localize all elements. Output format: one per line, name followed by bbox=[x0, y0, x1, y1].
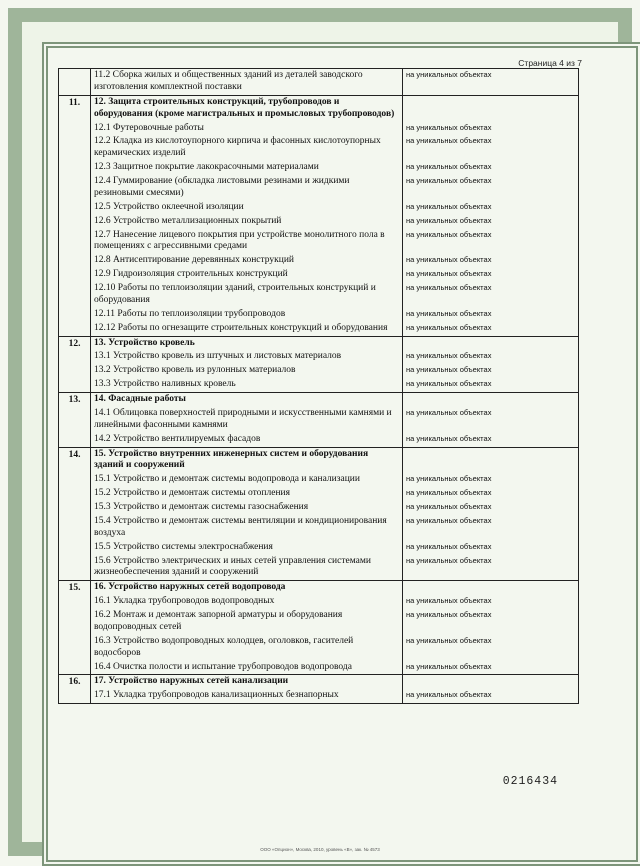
work-item: 14.1 Облицовка поверхностей природными и искусственными камнями и линейными фасонными камнями bbox=[94, 407, 392, 430]
work-item: 15.6 Устройство электрических и иных сетей управления системами жизнеобеспечения зданий и сооружений bbox=[94, 555, 371, 578]
work-item: 15.2 Устройство и демонтаж системы отопления bbox=[94, 488, 290, 499]
work-item: 11.2 Сборка жилых и общественных зданий из деталей заводского изготовления комплектной поставки bbox=[94, 70, 363, 92]
work-scope-cell bbox=[403, 675, 579, 704]
work-item: 12.1 Футеровочные работы bbox=[94, 122, 204, 133]
work-scope-cell bbox=[403, 581, 579, 675]
work-scope-cell bbox=[403, 69, 579, 96]
page-number: Страница 4 из 7 bbox=[518, 58, 582, 68]
work-item: 12.10 Работы по теплоизоляции зданий, строительных конструкций и оборудования bbox=[94, 283, 376, 305]
work-scope-value: на уникальных объектах bbox=[406, 433, 492, 443]
work-description-cell bbox=[91, 393, 403, 448]
work-item: 13.3 Устройство наливных кровель bbox=[94, 379, 236, 390]
work-scope-value: на уникальных объектах bbox=[406, 635, 492, 645]
work-item: 15.5 Устройство системы электроснабжения bbox=[94, 541, 273, 552]
work-item: 15.1 Устройство и демонтаж системы водопровода и канализации bbox=[94, 474, 360, 485]
work-scope-value bbox=[403, 675, 578, 689]
work-scope-value: на уникальных объектах bbox=[406, 176, 492, 185]
table-row bbox=[59, 95, 579, 336]
row-number: 15. bbox=[59, 581, 91, 675]
work-item: 16.3 Устройство водопроводных колодцев, оголовков, гасителей водосборов bbox=[94, 635, 354, 658]
work-scope-value: на уникальных объектах bbox=[406, 136, 492, 146]
work-scope-value: на уникальных объектах bbox=[406, 162, 492, 172]
work-scope-value: на уникальных объектах bbox=[406, 474, 492, 484]
work-scope-value: на уникальных объектах bbox=[406, 308, 492, 318]
work-description-cell bbox=[91, 675, 403, 704]
work-scope-value: на уникальных объектах bbox=[406, 610, 492, 619]
work-item: 12.8 Антисептирование деревянных конструкций bbox=[94, 255, 295, 266]
table-row bbox=[59, 675, 579, 704]
work-scope-value: на уникальных объектах bbox=[406, 283, 492, 292]
works-table-body bbox=[59, 69, 579, 704]
work-item: 15.3 Устройство и демонтаж системы газоснабжения bbox=[94, 502, 309, 512]
work-scope-cell bbox=[403, 95, 579, 336]
work-scope-cell bbox=[403, 336, 579, 393]
printer-footer: ООО «Опцион», Москва, 2010, уровень «В», зак. № 4573 bbox=[260, 847, 380, 852]
work-item: 12.2 Кладка из кислотоупорного кирпича и фасонных кислотоупорных керамических изделий bbox=[94, 136, 381, 159]
works-table-container bbox=[58, 68, 578, 704]
work-item: 12.5 Устройство оклеечной изоляции bbox=[94, 201, 244, 212]
work-scope-value bbox=[403, 581, 578, 595]
work-scope-value: на уникальных объектах bbox=[406, 555, 492, 565]
work-item: 15.4 Устройство и демонтаж системы вентиляции и кондиционирования воздуха bbox=[94, 515, 387, 538]
work-item: 12.6 Устройство металлизационных покрытий bbox=[94, 215, 282, 226]
row-number bbox=[59, 69, 91, 96]
work-item: 16.1 Укладка трубопроводов водопроводных bbox=[94, 596, 275, 607]
table-row bbox=[59, 447, 579, 581]
table-row bbox=[59, 69, 579, 96]
work-scope-value bbox=[403, 393, 578, 407]
work-scope-value: на уникальных объектах bbox=[406, 229, 492, 239]
work-scope-value: на уникальных объектах bbox=[406, 255, 492, 265]
section-heading: 16. Устройство наружных сетей водопровода bbox=[94, 582, 286, 593]
work-description-cell bbox=[91, 447, 403, 581]
work-description-cell bbox=[91, 95, 403, 336]
work-description-cell bbox=[91, 336, 403, 393]
row-number: 12. bbox=[59, 336, 91, 393]
work-scope-value: на уникальных объектах bbox=[406, 215, 492, 225]
work-item: 12.11 Работы по теплоизоляции трубопроводов bbox=[94, 308, 286, 319]
work-item: 12.7 Нанесение лицевого покрытия при устройстве монолитного пола в помещениях с агрессивными средами bbox=[94, 229, 385, 252]
row-number: 14. bbox=[59, 447, 91, 581]
work-item: 12.9 Гидроизоляция строительных конструкций bbox=[94, 269, 288, 280]
work-scope-value bbox=[403, 448, 578, 474]
work-item: 13.2 Устройство кровель из рулонных материалов bbox=[94, 365, 296, 376]
work-scope-value: на уникальных объектах bbox=[406, 690, 492, 700]
work-item: 17.1 Укладка трубопроводов канализационных безнапорных bbox=[94, 690, 339, 701]
work-scope-value: на уникальных объектах bbox=[406, 70, 492, 79]
work-scope-cell bbox=[403, 393, 579, 448]
work-item: 12.4 Гуммирование (обкладка листовыми резинами и жидкими резиновыми смесями) bbox=[94, 176, 350, 198]
work-scope-value: на уникальных объектах bbox=[406, 122, 492, 132]
section-heading: 15. Устройство внутренних инженерных систем и оборудования зданий и сооружений bbox=[94, 448, 369, 471]
work-scope-value: на уникальных объектах bbox=[406, 541, 492, 551]
section-heading: 12. Защита строительных конструкций, трубопроводов и оборудования (кроме магистральных и промысловых трубопроводов) bbox=[94, 96, 395, 119]
serial-number: 0216434 bbox=[502, 775, 558, 788]
section-heading: 13. Устройство кровель bbox=[94, 337, 195, 348]
work-item: 13.1 Устройство кровель из штучных и листовых материалов bbox=[94, 351, 342, 362]
table-row bbox=[59, 336, 579, 393]
work-scope-value: на уникальных объектах bbox=[406, 515, 492, 525]
row-number: 13. bbox=[59, 393, 91, 448]
work-scope-value: на уникальных объектах bbox=[406, 502, 492, 511]
section-heading: 14. Фасадные работы bbox=[94, 394, 186, 404]
work-scope-value: на уникальных объектах bbox=[406, 661, 492, 671]
work-scope-value: на уникальных объектах bbox=[406, 201, 492, 211]
table-row bbox=[59, 393, 579, 448]
work-item: 12.12 Работы по огнезащите строительных конструкций и оборудования bbox=[94, 322, 388, 333]
work-scope-value bbox=[403, 337, 578, 351]
work-item: 12.3 Защитное покрытие лакокрасочными материалами bbox=[94, 162, 319, 173]
work-item: 16.4 Очистка полости и испытание трубопроводов водопровода bbox=[94, 661, 352, 672]
work-item: 16.2 Монтаж и демонтаж запорной арматуры и оборудования водопроводных сетей bbox=[94, 610, 343, 632]
works-table bbox=[58, 68, 579, 704]
row-number: 16. bbox=[59, 675, 91, 704]
section-heading: 17. Устройство наружных сетей канализации bbox=[94, 676, 289, 687]
row-number: 11. bbox=[59, 95, 91, 336]
work-scope-value: на уникальных объектах bbox=[406, 379, 492, 389]
work-scope-value: на уникальных объектах bbox=[406, 351, 492, 361]
work-scope-value: на уникальных объектах bbox=[406, 596, 492, 606]
table-row bbox=[59, 581, 579, 675]
work-scope-value: на уникальных объектах bbox=[406, 365, 492, 375]
work-scope-value: на уникальных объектах bbox=[406, 269, 492, 279]
work-item: 14.2 Устройство вентилируемых фасадов bbox=[94, 433, 261, 444]
work-scope-cell bbox=[403, 447, 579, 581]
work-description-cell bbox=[91, 69, 403, 96]
work-description-cell bbox=[91, 581, 403, 675]
work-scope-value: на уникальных объектах bbox=[406, 407, 492, 417]
work-scope-value bbox=[403, 96, 578, 122]
work-scope-value: на уникальных объектах bbox=[406, 322, 492, 332]
work-scope-value: на уникальных объектах bbox=[406, 488, 492, 498]
